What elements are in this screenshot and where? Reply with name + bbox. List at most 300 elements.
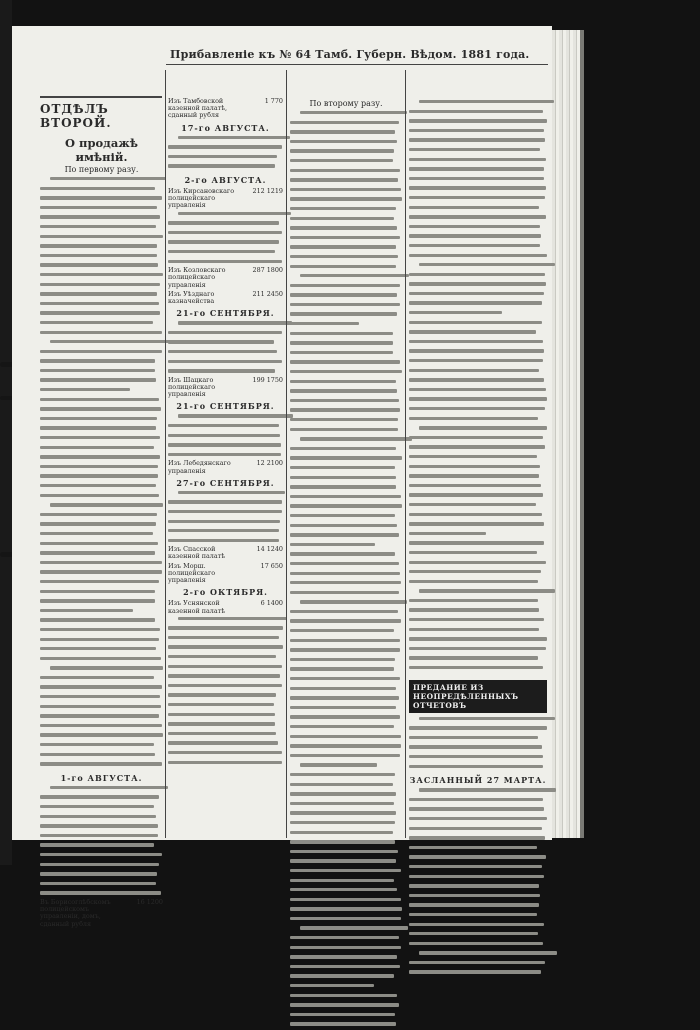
text-line [290, 831, 402, 839]
list-item [168, 291, 283, 305]
text-line [40, 273, 163, 281]
text-line [40, 398, 163, 406]
text-line [290, 380, 402, 388]
text-line [409, 637, 547, 645]
entry-label: Изъ Уѣзднаго казначейства [168, 289, 215, 305]
entry-value: 16 1200 [136, 897, 163, 906]
list-item [168, 563, 283, 585]
text-line [290, 773, 402, 781]
text-line [409, 234, 547, 242]
text-line [168, 250, 283, 258]
text-line [409, 100, 547, 108]
text-line [290, 783, 402, 791]
text-line [409, 465, 547, 473]
text-line [290, 130, 402, 138]
text-line [168, 626, 283, 634]
text-line [168, 136, 283, 144]
text-line [40, 244, 163, 252]
text-line [40, 618, 163, 626]
text-line [409, 397, 547, 405]
text-line [40, 657, 163, 665]
text-line [168, 331, 283, 339]
text-line [290, 159, 402, 167]
text-line [409, 369, 547, 377]
subsection-subtitle: По первому разу. [64, 165, 139, 174]
entry-label: Изъ Шацкаго полицейскаго управленія [168, 375, 216, 399]
entry-value: 14 1240 [256, 545, 283, 554]
text-line [409, 445, 547, 453]
text-line [168, 145, 283, 153]
text-line [290, 802, 402, 810]
text-line [40, 647, 163, 655]
text-line [409, 263, 547, 271]
text-line [409, 855, 547, 863]
text-line [409, 765, 547, 773]
column-4 [409, 98, 547, 838]
text-line [290, 284, 402, 292]
text-line [290, 735, 402, 743]
text-line [290, 926, 402, 934]
text-line [409, 628, 547, 636]
page-stack-edge [552, 30, 580, 838]
text-line [290, 389, 402, 397]
text-line [40, 551, 163, 559]
text-line [168, 529, 283, 537]
text-line [409, 865, 547, 873]
column-2-text [168, 491, 283, 547]
text-line [290, 974, 402, 982]
date-heading: 2-го АВГУСТА. [184, 174, 267, 185]
text-line [409, 177, 547, 185]
text-line [40, 465, 163, 473]
text-line [40, 417, 163, 425]
text-line [409, 798, 547, 806]
text-line [168, 360, 283, 368]
list-item [168, 600, 283, 614]
text-line [409, 942, 547, 950]
text-line [40, 513, 163, 521]
text-line [40, 609, 163, 617]
text-line [40, 666, 163, 674]
text-line [290, 754, 402, 762]
text-line [40, 695, 163, 703]
text-line [40, 532, 163, 540]
text-line [409, 484, 547, 492]
entry-label: Изъ Тамбовской казенной палатѣ, сданный рубля [168, 97, 228, 120]
text-line [40, 824, 163, 832]
text-line [40, 872, 163, 880]
text-line [409, 745, 547, 753]
text-line [409, 656, 547, 664]
date-heading: 21-го СЕНТЯБРЯ. [176, 401, 275, 412]
text-line [40, 177, 163, 185]
text-line [40, 436, 163, 444]
text-line [40, 494, 163, 502]
text-line [40, 522, 163, 530]
text-line [290, 725, 402, 733]
text-line [168, 674, 283, 682]
text-line [409, 426, 547, 434]
list-item [40, 899, 163, 928]
text-line [40, 426, 163, 434]
text-line [290, 485, 402, 493]
list-item [168, 377, 283, 399]
text-line [409, 580, 547, 588]
text-line [40, 378, 163, 386]
text-line [409, 894, 547, 902]
text-line [40, 215, 163, 223]
text-line [290, 236, 402, 244]
text-line [290, 984, 402, 992]
list-item [168, 267, 283, 289]
entry-label: Изъ Спасской казенной палатѣ [168, 545, 226, 561]
text-line [168, 636, 283, 644]
list-item [168, 546, 283, 560]
text-line [40, 484, 163, 492]
text-line [409, 138, 547, 146]
text-line [40, 590, 163, 598]
page-shadow [580, 30, 584, 838]
text-line [290, 581, 402, 589]
entry-value: 12 2100 [256, 459, 283, 468]
text-line [409, 513, 547, 521]
text-line [168, 751, 283, 759]
text-line [290, 111, 402, 119]
text-line [168, 443, 283, 451]
list-item [168, 98, 283, 120]
text-line [40, 235, 163, 243]
text-line [290, 677, 402, 685]
text-line [40, 743, 163, 751]
subsection-title: О продажѣ имѣній. [65, 136, 138, 164]
text-line [290, 965, 402, 973]
text-line [168, 350, 283, 358]
text-line [290, 476, 402, 484]
text-line [409, 561, 547, 569]
text-line [40, 815, 163, 823]
text-line [40, 359, 163, 367]
entry-label: Изъ Уснянской казенной палатѣ [168, 599, 226, 615]
column-4-text [409, 717, 547, 773]
text-line [290, 178, 402, 186]
entry-label: Изъ Кирсановскаго полицейскаго управленія [168, 186, 235, 210]
text-line [40, 388, 163, 396]
text-line [290, 360, 402, 368]
column-4-text [409, 100, 547, 674]
text-line [409, 158, 547, 166]
text-line [40, 882, 163, 890]
date-heading: 21-го СЕНТЯБРЯ. [176, 308, 275, 319]
text-line [168, 510, 283, 518]
text-line [290, 840, 402, 848]
text-line [290, 207, 402, 215]
text-line [40, 843, 163, 851]
text-line [409, 817, 547, 825]
text-line [290, 600, 402, 608]
text-line [40, 340, 163, 348]
text-line [40, 795, 163, 803]
text-line [409, 736, 547, 744]
entry-value: 212 1219 [252, 186, 283, 195]
text-line [290, 341, 402, 349]
text-line [290, 610, 402, 618]
text-line [168, 240, 283, 248]
text-line [290, 744, 402, 752]
text-line [409, 875, 547, 883]
text-line [168, 414, 283, 422]
text-line [40, 321, 163, 329]
text-line [40, 599, 163, 607]
text-line [409, 110, 547, 118]
column-1-text-lower [40, 786, 163, 899]
text-line [290, 456, 402, 464]
entry-label: Изъ Морш. полицейскаго управленія [168, 561, 216, 585]
list-item [168, 188, 283, 210]
text-line [409, 836, 547, 844]
text-line [409, 970, 547, 978]
text-line [409, 321, 547, 329]
text-line [40, 474, 163, 482]
text-line [290, 274, 402, 282]
text-line [409, 951, 547, 959]
text-line [168, 655, 283, 663]
column-2-text [168, 136, 283, 172]
text-line [290, 332, 402, 340]
text-line [409, 570, 547, 578]
section-title: ОТДѢЛЪ ВТОРОЙ. [40, 102, 112, 130]
text-line [409, 807, 547, 815]
text-line [409, 215, 547, 223]
text-line [168, 732, 283, 740]
column-3-text [290, 111, 402, 1030]
text-line [40, 225, 163, 233]
text-line [290, 869, 402, 877]
text-line [290, 898, 402, 906]
text-line [290, 994, 402, 1002]
text-line [290, 696, 402, 704]
date-heading: 27-го СЕНТЯБРЯ. [176, 477, 275, 488]
column-2-text [168, 212, 283, 268]
text-line [409, 827, 547, 835]
text-line [290, 552, 402, 560]
text-line [409, 148, 547, 156]
text-line [409, 407, 547, 415]
text-line [168, 500, 283, 508]
text-line [290, 687, 402, 695]
text-line [40, 206, 163, 214]
text-line [290, 1022, 402, 1030]
text-line [290, 265, 402, 273]
text-line [409, 349, 547, 357]
text-line [40, 302, 163, 310]
text-line [290, 821, 402, 829]
column-2-text [168, 321, 283, 377]
text-line [40, 292, 163, 300]
text-line [409, 359, 547, 367]
text-line [290, 255, 402, 263]
text-line [409, 599, 547, 607]
text-line [409, 119, 547, 127]
text-line [40, 570, 163, 578]
text-line [290, 572, 402, 580]
text-line [168, 645, 283, 653]
notice-heading: ЗАСЛАННЫЙ 27 МАРТА. [409, 775, 547, 786]
text-line [409, 884, 547, 892]
text-line [409, 282, 547, 290]
text-line [409, 522, 547, 530]
text-line [409, 532, 547, 540]
entry-value: 1 770 [264, 97, 283, 105]
text-line [409, 417, 547, 425]
text-line [409, 388, 547, 396]
text-line [290, 504, 402, 512]
text-line [168, 164, 283, 172]
text-line [168, 741, 283, 749]
text-line [290, 907, 402, 915]
text-line [409, 932, 547, 940]
text-line [40, 263, 163, 271]
text-line [290, 399, 402, 407]
text-line [409, 273, 547, 281]
text-line [409, 455, 547, 463]
text-line [409, 666, 547, 674]
entry-value: 6 1400 [260, 599, 283, 608]
text-line [409, 378, 547, 386]
text-line [409, 292, 547, 300]
text-line [40, 805, 163, 813]
text-line [290, 495, 402, 503]
text-line [290, 706, 402, 714]
text-line [409, 254, 547, 262]
text-line [290, 888, 402, 896]
text-line [290, 447, 402, 455]
entry-label: Изъ Лебедянскаго управленія [168, 459, 231, 475]
text-line [40, 863, 163, 871]
text-line [168, 617, 283, 625]
text-line [40, 196, 163, 204]
text-line [409, 225, 547, 233]
text-line [409, 493, 547, 501]
text-line [290, 437, 402, 445]
text-line [168, 424, 283, 432]
text-line [168, 665, 283, 673]
text-line [290, 562, 402, 570]
text-line [168, 340, 283, 348]
text-line [409, 618, 547, 626]
column-divider [165, 70, 166, 838]
text-line [409, 755, 547, 763]
text-line [290, 629, 402, 637]
text-line [40, 705, 163, 713]
text-line [40, 628, 163, 636]
text-line [40, 187, 163, 195]
text-line [409, 474, 547, 482]
text-line [290, 303, 402, 311]
scan-left-edge [0, 0, 12, 865]
text-line [40, 283, 163, 291]
text-line [290, 1013, 402, 1021]
text-line [290, 639, 402, 647]
text-line [290, 370, 402, 378]
text-line [290, 792, 402, 800]
text-line [409, 196, 547, 204]
text-line [290, 850, 402, 858]
text-line [168, 221, 283, 229]
date-heading: 1-го АВГУСТА. [60, 772, 143, 783]
section-banner: ПРЕДАНИЕ ИЗ НЕОПРЕДѢЛЕННЫХЪ ОТЧЕТОВЪ [409, 680, 547, 713]
text-line [290, 533, 402, 541]
text-line [168, 321, 283, 329]
text-line [290, 763, 402, 771]
text-line [290, 917, 402, 925]
text-line [409, 244, 547, 252]
text-line [290, 859, 402, 867]
text-line [409, 589, 547, 597]
text-line [40, 580, 163, 588]
text-line [409, 436, 547, 444]
text-line [40, 685, 163, 693]
text-line [40, 369, 163, 377]
text-line [290, 188, 402, 196]
text-line [290, 514, 402, 522]
text-line [290, 1003, 402, 1011]
column-1-text [40, 177, 163, 770]
text-line [40, 446, 163, 454]
text-line [168, 693, 283, 701]
text-line [40, 254, 163, 262]
text-line [40, 786, 163, 794]
text-line [40, 853, 163, 861]
text-line [409, 551, 547, 559]
text-line [40, 762, 163, 770]
text-line [290, 140, 402, 148]
text-line [168, 761, 283, 769]
text-line [409, 129, 547, 137]
text-line [40, 503, 163, 511]
text-line [409, 206, 547, 214]
text-line [290, 197, 402, 205]
text-line [168, 434, 283, 442]
entry-value: 287 1800 [252, 266, 283, 275]
list-item [168, 460, 283, 474]
text-line [40, 455, 163, 463]
date-heading: 17-го АВГУСТА. [181, 122, 270, 133]
text-line [290, 428, 402, 436]
text-line [290, 543, 402, 551]
text-line [290, 217, 402, 225]
text-line [409, 846, 547, 854]
text-line [409, 913, 547, 921]
column-3 [290, 98, 402, 838]
text-line [290, 408, 402, 416]
text-line [40, 561, 163, 569]
text-line [168, 491, 283, 499]
text-line [290, 715, 402, 723]
text-line [290, 619, 402, 627]
column-2 [168, 98, 283, 838]
text-line [290, 169, 402, 177]
text-line [409, 961, 547, 969]
text-line [40, 714, 163, 722]
text-line [168, 703, 283, 711]
text-line [409, 647, 547, 655]
text-line [290, 658, 402, 666]
column-3-subtitle: По второму разу. [309, 99, 383, 108]
text-line [409, 503, 547, 511]
text-line [409, 340, 547, 348]
header-rule [166, 64, 548, 65]
text-line [290, 811, 402, 819]
